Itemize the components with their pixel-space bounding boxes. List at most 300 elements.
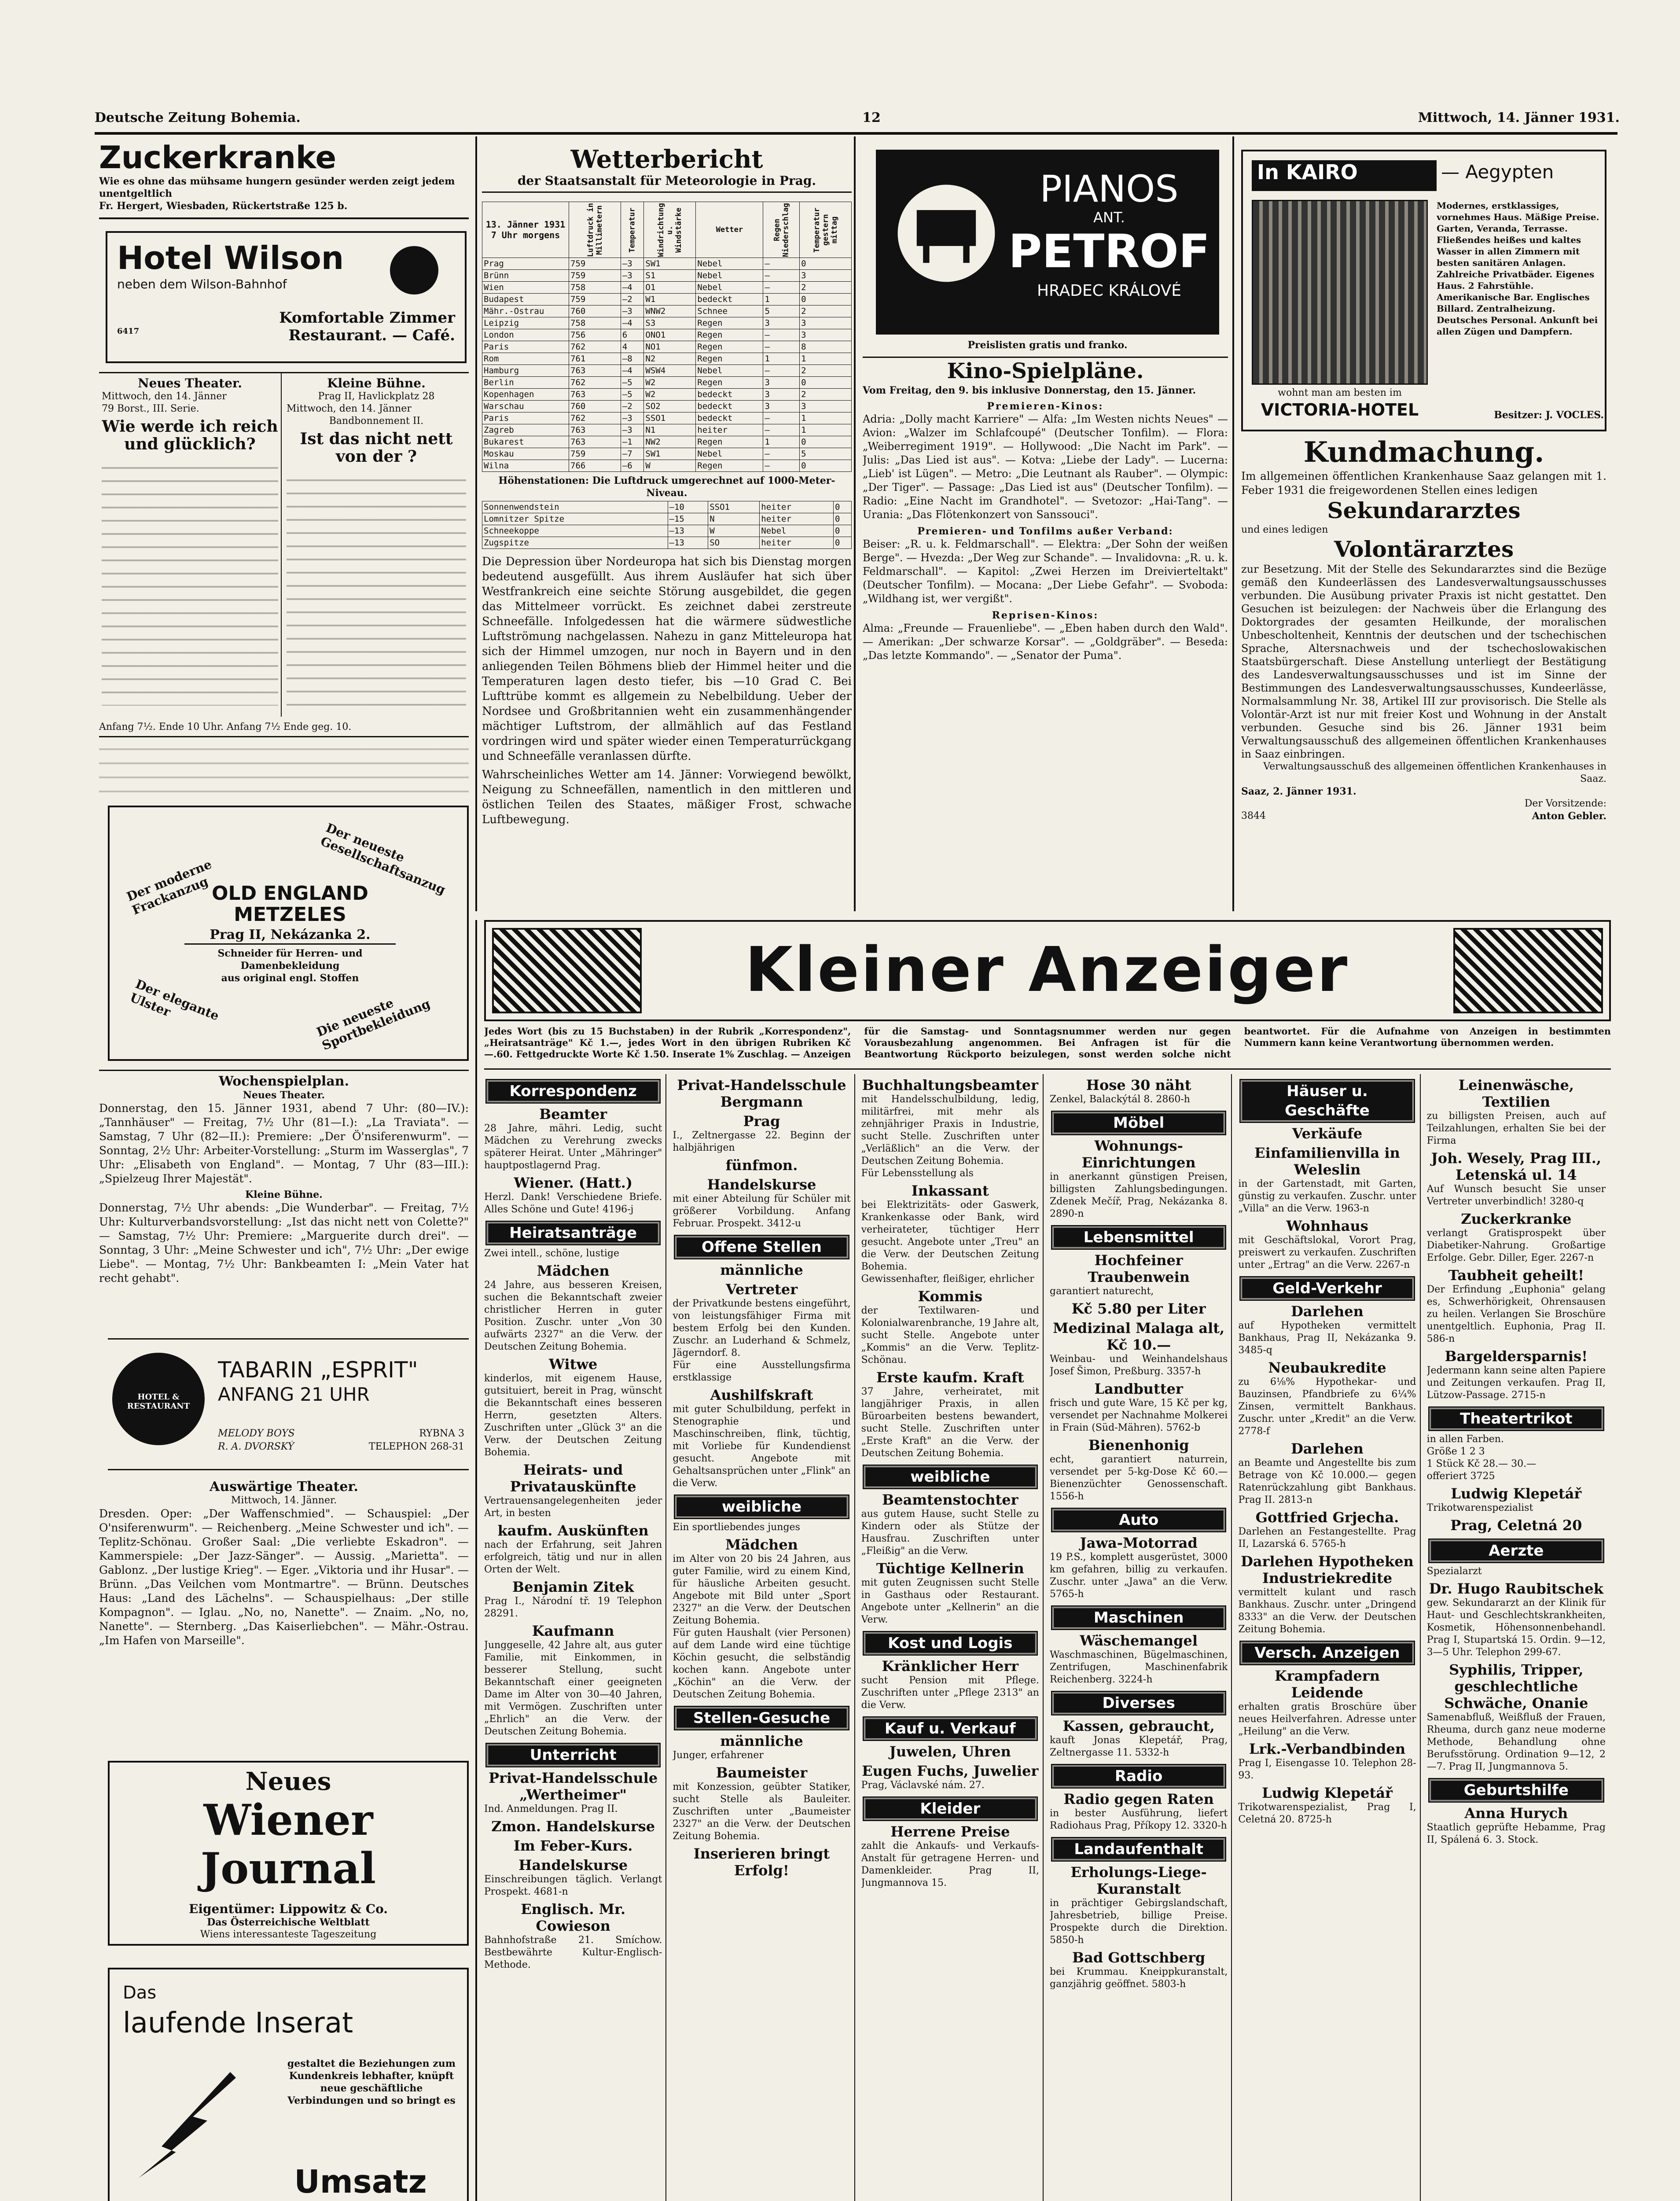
ad-text: mit Konzession, geübter Statiker, sucht Stelle als Bauleiter. Zuschriften unter „Baumeister 2327" an die Verw. der Deutschen Zeitung Bohemia. [673, 1781, 851, 1842]
weather-station: Brünn [482, 270, 569, 282]
weather-cell: ONO1 [644, 329, 696, 341]
ad-heading: Radio gegen Raten [1063, 1791, 1214, 1807]
ad-text: an Beamte und Angestellte bis zum Betrage von Kč 10.000.— gegen Ratenrückzahlung gibt Bankhaus. Prag II. 2813-n [1238, 1458, 1416, 1505]
ad-heading: Benjamin Zitek [512, 1579, 634, 1595]
ad-text: Darlehen an Festangestellte. Prag II, Lazarská 6. 5765-h [1238, 1526, 1416, 1550]
weather-row [482, 317, 852, 329]
ad-text: Für Lebensstellung als [861, 1168, 974, 1179]
kund-text2: zur Besetzung. Mit der Stelle des Sekundararztes sind die Bezüge gemäß den Kundeerlässen des Landesverwaltungsausschusses verbunden. Die Ausübung privater Praxis ist nicht gestattet. Den Gesuchen ist beizulegen: der Nachweis über die Erlangung des Doktorgrades der gesamten Heilkunde, der moralischen Unbescholtenheit, Kenntnis der deutschen und der tschechischen Sprache, Altersnachweis und der tschechoslowakischen Staatsbürgerschaft. Diese Anstellung unterliegt der Bestätigung des Landesverwaltungsausschusses und ist im Sinne der Bestimmungen des Landesverwaltungsausschusses, Kundeerlässe, Normalsammlung Nr. 38, Artikel III zur provisorisch. Die Stelle als Volontär-Arzt ist nur mit freier Kost und Wohnung in der Anstalt verbunden. Gesuche sind bis 26. Jänner 1931 beim Verwaltungsausschuß des allgemeinen öffentlichen Krankenhauses in Saaz einbringen. [1241, 563, 1606, 760]
ad-heading: Kränklicher Herr [882, 1658, 1019, 1675]
ad-heading: Syphilis, Tripper, geschlechtliche Schwäche, Onanie [1444, 1661, 1588, 1711]
ad-text: Prag I., Národní tř. 19 Telephon 28291. [484, 1596, 662, 1619]
kund-text: Im allgemeinen öffentlichen Krankenhause Saaz gelangen mit 1. Feber 1931 die freigewordenen Stellen eines ledigen [1241, 470, 1606, 497]
weather-cell: 0 [800, 258, 852, 270]
weather-cell: bedeckt [696, 389, 763, 401]
ad-text: Samenabfluß, Weißfluß der Frauen, Rheuma, durch ganz neue moderne Methode, Behandlung ohne Berufsstörung. Ordination 9—12, 2—7. Prag II, Jungmannova 5. [1426, 1712, 1606, 1772]
theater-klein-addr: Prag II, Havlickplatz 28 [318, 391, 435, 402]
kund-sign1: Verwaltungsausschuß des allgemeinen öffentlichen Krankenhauses in Saaz. [1263, 761, 1606, 784]
weather-cell: 763 [569, 436, 621, 448]
weather-cell: Regen [696, 353, 763, 365]
ad-heading: Wiener. (Hatt.) [514, 1174, 632, 1191]
anzeiger-column [1427, 1074, 1609, 2201]
wilson-title: Hotel Wilson [117, 239, 344, 276]
anzeiger-column [673, 1074, 855, 2201]
weather-cell: 762 [569, 377, 621, 389]
weather-row [482, 448, 852, 460]
weather-cell: WNW2 [644, 305, 696, 317]
weather-cell: 6 [621, 329, 644, 341]
old-england-arc2: Der neueste Gesellschaftsanzug [318, 820, 448, 898]
weather-cell: W [644, 460, 696, 472]
weather-hoehen-row [482, 537, 852, 549]
wilson-sub: neben dem Wilson-Bahnhof [117, 277, 287, 291]
old-england-sub2: Damenbekleidung [240, 960, 340, 972]
ad-heading: männliche [720, 1733, 803, 1749]
anzeiger-intro: Jedes Wort (bis zu 15 Buchstaben) in der Rubrik „Korrespondenz", „Heiratsanträge" Kč 1.—, jedes Wort in den übrigen Rubriken Kč —.60. Fettgedruckte Worte Kč 1.50. Inserate 1% Zuschlag. — Anzeigen für die Samstag- und Sonntagsnummer werden nur gegen Vorausbezahlung angenommen. Bei Anfragen ist für die Beantwortung Rückporto beizulegen, sonst werden solche nicht beantwortet. Für die Aufnahme von Anzeigen in bestimmten Nummern kann keine Verantwortung übernommen werden. [484, 1026, 1611, 1070]
theater-klein-play: Ist das nicht nett von der ? [300, 430, 453, 466]
kundmachung [1241, 436, 1606, 911]
ad-text: Der Erfindung „Euphonia" gelang es, Schwerhörigkeit, Ohrensausen zu heilen. Verlangen Sie Broschüre unentgeltlich. Euphonia, Prag II. 586-n [1426, 1284, 1606, 1344]
anzeiger-banner [484, 920, 1611, 1021]
section-label: Offene Stellen [675, 1236, 848, 1258]
ad-heading: Hose 30 näht [1086, 1077, 1191, 1093]
weather-cell: heiter [696, 424, 763, 436]
weather-cell: Regen [696, 436, 763, 448]
ad-heading: Inserieren bringt Erfolg! [693, 1845, 830, 1879]
kino-sub1: Premieren-Kinos: [987, 401, 1104, 412]
ad-heading: Medizinal Malaga alt, Kč 10.— [1053, 1320, 1225, 1353]
tabarin-sub: ANFANG 21 UHR [218, 1384, 370, 1405]
weather-cell: Nebel [696, 270, 763, 282]
weather-cell: 0 [800, 294, 852, 305]
ad-heading: Darlehen [1291, 1440, 1364, 1457]
weather-cell: —7 [621, 448, 644, 460]
ad-text: mit Handelsschulbildung, ledig, militärfrei, mit mehr als zehnjähriger Praxis in Industrie, sucht Stelle. Zuschriften unter „Verläßlich" an die Verw. der Deutschen Zeitung Bohemia. [861, 1094, 1039, 1167]
kund-h2: Volontärarztes [1334, 536, 1514, 562]
weather-cell: SSO1 [708, 501, 760, 513]
weather-station: Zugspitze [482, 537, 668, 549]
wetter-text: Die Depression über Nordeuropa hat sich bis Dienstag morgen bedeutend ausgefüllt. Aus ihrem Ausläufer hat sich über Westfrankreich eine seichte Störung ausgebildet, die gegen das Mittelmeer vorrückt. Es zeichnet dabei zerstreute Schneefälle. Infolgedessen hat die wärmere südwestliche Luftströmung nachgelassen. Nahezu in ganz Mitteleuropa hat sich der Himmel umzogen, nur noch in Bayern und in den anliegenden Teilen Böhmens blieb der Himmel heiter und die Temperaturen lagen desto tiefer, bis —10 Grad C. Bei Lufttrübe kommt es allgemein zu Nebelbildung. Ueber der Nordsee und Großbritannien weht ein zusammenhängender mächtiger Luftstrom, der allmählich auf das Festland vordringen wird und später wieder einen Temperaturrückgang und Schneefälle veranlassen dürfte. [482, 555, 852, 763]
weather-cell: W [708, 525, 760, 537]
ad-text: gew. Sekundararzt an der Klinik für Haut- und Geschlechtskrankheiten, Kosmetik, Höhensonnenbehandl. Prag I, Stupartská 15. Ordin. 9—12, 3—5 Uhr. Telephon 299-67. [1426, 1597, 1606, 1658]
tabarin-seal-text: HOTEL & RESTAURANT [127, 1392, 190, 1411]
ad-heading: Vertreter [725, 1281, 798, 1298]
ad-heading: Beamter [539, 1106, 607, 1123]
ad-heading: Juwelen, Uhren [889, 1743, 1011, 1760]
weather-cell: —3 [621, 258, 644, 270]
tabarin-right: RYBNA 3 [419, 1428, 464, 1439]
ad-text: Junger, erfahrener [673, 1750, 764, 1761]
weather-cell: 762 [569, 341, 621, 353]
ad-text: der Textilwaren- und Kolonialwarenbranche, 19 Jahre alt, sucht Stelle. Angebote unter „Kommis" an die Verw. Teplitz-Schönau. [861, 1305, 1039, 1366]
section-label: weibliche [675, 1496, 848, 1518]
ad-text: Trikotwarenspezialist, Prag I, Celetná 20. 8725-h [1238, 1802, 1416, 1825]
ad-text: 1 Stück Kč 28.— 30.— [1426, 1458, 1537, 1469]
weather-cell: —15 [668, 513, 708, 525]
ad-text: im Alter von 20 bis 24 Jahren, aus guter Familie, wird zu einem Kind, für häusliche Arbeiten gesucht. Angebote mit Bild unter „Sport 2327" an die Verw. der Deutschen Zeitung Bohemia. [673, 1553, 851, 1626]
header-right: Mittwoch, 14. Jänner 1931. [1418, 110, 1620, 125]
wiener-sub: Eigentümer: Lippowitz & Co. [188, 1902, 388, 1916]
kino-sub2: Premieren- und Tonfilms außer Verband: [917, 526, 1173, 537]
section-label: Kost und Logis [864, 1632, 1037, 1654]
ad-heading: Kommis [918, 1288, 982, 1305]
weather-cell: —3 [621, 412, 644, 424]
weather-cell: W1 [644, 294, 696, 305]
weather-cell: —13 [668, 525, 708, 537]
hotel-building-image [1252, 200, 1428, 385]
weather-cell: O1 [644, 282, 696, 294]
wetter-forecast: Wahrscheinliches Wetter am 14. Jänner: Vorwiegend bewölkt, Neigung zu Schneefällen, namentlich in den mittleren und östlichen Teilen des Staates, mäßiger Frost, schwache Luftbewegung. [482, 768, 852, 826]
weather-cell: heiter [760, 537, 834, 549]
petrof-ad [876, 150, 1219, 335]
section-label: Heiratsanträge [487, 1222, 659, 1244]
ad-text: auf Hypotheken vermittelt Bankhaus, Prag II, Nekázanka 9. 3485-q [1238, 1320, 1416, 1356]
weather-cell: 2 [800, 365, 852, 377]
kund-mid: und eines ledigen [1241, 524, 1328, 535]
ad-text: Waschmaschinen, Bügelmaschinen, Zentrifugen, Maschinenfabrik Reichenberg. 3224-h [1050, 1649, 1228, 1685]
kino-text2: Beiser: „R. u. k. Feldmarschall". — Elektra: „Der Sohn der weißen Berge". — Hvezda: „Der Weg zur Schande". — Invalidovna: „R. u. k. Feldmarschall". — Kapitol: „Zwei Herzen im Dreivierteltakt" (Deutscher Tonfilm). — Mocana: „Der Liebe Gefahr". — Svoboda: „Wildhang ist, wer vergißt". [863, 538, 1228, 605]
section-label: Kauf u. Verkauf [864, 1718, 1037, 1740]
kino-text1: Adria: „Dolly macht Karriere" — Alfa: „Im Westen nichts Neues" — Avion: „Walzer im Schlafcoupé" (Deutscher Tonfilm). — Flora: „Weiberregiment 1919". — Hollywood: „Die Nacht im Park". — Julis: „Das Lied ist aus". — Kotva: „Liebe der Lady". — Lucerna: „Lieb' ist Lügen". — Metro: „Die Leutnant als Rauber". — Olympic: „Der Tiger". — Passage: „Das Lied ist aus" (Deutscher Tonfilm). — Radio: „Eine Nacht im Grandhotel". — Svetozor: „Hai-Tang". — Urania: „Das Flötenkonzert von Sanssouci". [863, 413, 1228, 521]
weather-cell: bedeckt [696, 412, 763, 424]
weather-cell: — [763, 258, 800, 270]
kino-text3: Alma: „Freunde — Frauenliebe". — „Eben haben durch den Wald". — Amerikan: „Der schwarze Korsar". — „Goldgräber". — Beseda: „Das letzte Kommando". — „Senator der Puma". [863, 622, 1228, 662]
ad-heading: Jawa-Motorrad [1080, 1535, 1198, 1551]
weather-row [482, 305, 852, 317]
ad-heading: Bienenhonig [1088, 1437, 1189, 1454]
petrof-l2: ANT. [1093, 209, 1125, 226]
section-label: Geld-Verkehr [1241, 1277, 1413, 1299]
kairo-sub: — Aegypten [1441, 161, 1554, 183]
petrof-foot: Preislisten gratis und franko. [967, 339, 1128, 351]
weather-row [482, 341, 852, 353]
ad-heading: Kaufmann [532, 1623, 614, 1639]
weather-cell: —13 [668, 537, 708, 549]
weather-hoehen-table [482, 501, 852, 549]
section-label: Lebensmittel [1052, 1226, 1225, 1248]
ad-heading: Witwe [549, 1356, 598, 1373]
ad-heading: Bad Gottschberg [1072, 1949, 1206, 1966]
ad-text: I., Zeltnergasse 22. Beginn der halbjährigen [673, 1130, 851, 1153]
ad-text: Bahnhofstraße 21. Smíchow. Bestbewährte Kultur-Englisch-Methode. [484, 1935, 662, 1970]
petrof-l3: PETROF [1008, 225, 1210, 277]
weather-cell: Nebel [696, 258, 763, 270]
wilson-logo-icon [390, 246, 438, 294]
ad-text: zu 6⅛% Hypothekar- und Bauzinsen, Pfandbriefe zu 6¼% Zinsen, vermittelt Bankhaus. Zuschr. unter „Kredit" an die Verw. 2778-f [1238, 1377, 1416, 1437]
section-label: Versch. Anzeigen [1241, 1642, 1413, 1664]
ad-heading: Ludwig Klepetář [1262, 1785, 1393, 1801]
weather-cell: SO2 [644, 401, 696, 412]
ad-heading: Darlehen Hypotheken Industriekredite [1241, 1553, 1414, 1586]
weather-row [482, 389, 852, 401]
weather-cell: 761 [569, 353, 621, 365]
column-rule [475, 920, 477, 2201]
weather-cell: 5 [763, 305, 800, 317]
ad-heading: Englisch. Mr. Cowieson [521, 1901, 626, 1934]
ad-heading: Beamtenstochter [882, 1491, 1018, 1508]
ad-heading: Zmon. Handelskurse [491, 1818, 655, 1835]
wiener-sub3: Wiens interessanteste Tageszeitung [200, 1929, 377, 1940]
weather-table [482, 202, 852, 472]
theater-cast-block [287, 471, 466, 717]
kino-title: Kino-Spielpläne. [947, 359, 1144, 383]
weather-cell: Regen [696, 460, 763, 472]
ad-heading: Privat-Handelsschule Bergmann [677, 1077, 846, 1110]
weather-cell: —2 [621, 401, 644, 412]
column-rule [475, 136, 477, 911]
weather-cell: Schnee [696, 305, 763, 317]
ad-heading: Taubheit geheilt! [1448, 1267, 1584, 1284]
weather-cell: 1 [763, 436, 800, 448]
weather-station: Paris [482, 341, 569, 353]
ad-text: nach der Erfahrung, seit Jahren erfolgreich, tätig und nur in allen Orten der Welt. [484, 1539, 662, 1575]
ad-text: Für guten Haushalt (vier Personen) auf dem Lande wird eine tüchtige Köchin gesucht, die selbständig kochen kann. Angebote unter „Köchin" an die Verw. der Deutschen Zeitung Bohemia. [673, 1627, 851, 1700]
weather-hoehen-row [482, 525, 852, 537]
old-england-arc4: Die neueste Sportbekleidung [314, 995, 433, 1053]
weather-cell: S3 [644, 317, 696, 329]
weather-row [482, 353, 852, 365]
weather-cell: S1 [644, 270, 696, 282]
weather-cell: Regen [696, 377, 763, 389]
anzeiger-column [861, 1074, 1044, 2201]
weather-col-header: Temperatur gestern mittag [800, 202, 852, 258]
ad-heading: Leinenwäsche, Textilien [1458, 1077, 1574, 1110]
theater-klein [284, 373, 469, 717]
ad-heading: Aushilfskraft [710, 1387, 813, 1403]
weather-cell: 3 [800, 317, 852, 329]
weather-cell: 8 [800, 341, 852, 353]
ad-text: zahlt die Ankaufs- und Verkaufs-Anstalt für getragene Herren- und Damenkleider. Prag II, Jungmannova 15. [861, 1840, 1039, 1888]
ad-heading: Inkassant [911, 1182, 989, 1199]
weather-cell: —8 [621, 353, 644, 365]
weather-cell: Regen [696, 317, 763, 329]
weather-cell: — [763, 412, 800, 424]
ad-text: vermittelt kulant und rasch Bankhaus. Zuschr. unter „Dringend 8333" an die Verw. der Deutschen Zeitung Bohemia. [1238, 1587, 1416, 1635]
weather-cell: 3 [800, 329, 852, 341]
theater-footer: Anfang 7½. Ende 10 Uhr. Anfang 7½ Ende geg. 10. [99, 721, 352, 732]
tabarin-right2: TELEPHON 268-31 [368, 1441, 464, 1452]
wetter-title: Wetterbericht [570, 145, 763, 174]
header-rule [95, 132, 1618, 135]
weather-cell: 760 [569, 401, 621, 412]
weather-cell: 759 [569, 448, 621, 460]
ad-text: in bester Ausführung, liefert Radiohaus Prag, Příkopy 12. 3320-h [1050, 1808, 1228, 1831]
ad-heading: Wohnhaus [1286, 1218, 1368, 1234]
wetter-hoehen: Höhenstationen: Die Luftdruck umgerechnet auf 1000-Meter-Niveau. [498, 475, 835, 499]
wochen-text: Donnerstag, den 15. Jänner 1931, abend 7 Uhr: (80—IV.): „Tannhäuser" — Freitag, 7½ Uhr (81—I.): „La Traviata". — Samstag, 7 Uhr (82—II.): Premiere: „Der Ö'nsiferenwurm". — Sonntag, 2½ Uhr: Arbeiter-Vorstellung: „Sturm im Wasserglas", 7 Uhr: „Elisabeth von England". — Montag, 7 Uhr (83—III.): „Spielzeug Ihrer Majestät". [99, 1102, 469, 1185]
ad-heading: Erholungs-Liege-Kuranstalt [1070, 1864, 1207, 1897]
kairo-cap2: VICTORIA-HOTEL [1261, 400, 1419, 420]
ad-heading: Tüchtige Kellnerin [876, 1560, 1024, 1577]
old-england-title1: OLD ENGLAND [212, 882, 368, 904]
wetter-sub: der Staatsanstalt für Meteorologie in Prag. [482, 173, 852, 193]
weather-cell: — [763, 460, 800, 472]
piano-icon [893, 180, 999, 286]
inserat-l2: laufende Inserat [123, 2007, 353, 2039]
tabarin-left2: R. A. DVORSKÝ [218, 1441, 294, 1452]
weather-cell: Nebel [696, 365, 763, 377]
inserat-text: gestaltet die Beziehungen zum Kundenkreis lebhafter, knüpft neue geschäftliche Verbindungen und so bringt es [287, 2058, 456, 2106]
ad-heading: Baumeister [716, 1764, 808, 1781]
ad-heading: Landbutter [1094, 1380, 1183, 1397]
weather-row [482, 424, 852, 436]
wiener-top: Neues [245, 1767, 331, 1796]
kassen-note [99, 740, 469, 792]
column-rule [1232, 136, 1234, 911]
wilson-line2: Restaurant. — Café. [288, 327, 455, 344]
weather-station: Kopenhagen [482, 389, 569, 401]
kund-date: Saaz, 2. Jänner 1931. [1241, 786, 1356, 797]
section-label: Kleider [864, 1798, 1037, 1820]
kino-section [863, 357, 1228, 907]
weather-cell: — [763, 329, 800, 341]
inserat-l3: Umsatz [294, 2163, 427, 2200]
wilson-code: 6417 [117, 327, 140, 336]
weather-cell: Nebel [696, 448, 763, 460]
ad-text: Ein sportliebendes junges [673, 1522, 800, 1533]
weather-row [482, 282, 852, 294]
ad-text: 19 P.S., komplett ausgerüstet, 3000 km gefahren, billig zu verkaufen. Zuschr. unter „Jawa" an die Verw. 5765-h [1050, 1552, 1228, 1600]
kairo-text: Modernes, erstklassiges, vornehmes Haus. Mäßige Preise. Garten, Veranda, Terrasse. Fließendes heißes und kaltes Wasser in allen Zimmern mit besten sanitären Anlagen. Zahlreiche Privatbäder. Eigenes Haus. 2 Fahrstühle. Amerikanische Bar. Englisches Billard. Zentralheizung. Deutsches Personal. Ankunft bei allen Zügen und Dampfern. [1437, 200, 1599, 337]
page-number: 12 [862, 110, 881, 125]
weather-cell: 3 [763, 377, 800, 389]
ad-heading: Krampfadern Leidende [1274, 1667, 1380, 1701]
weather-date-header: 13. Jänner 1931 7 Uhr morgens [482, 202, 569, 258]
weather-cell: — [763, 365, 800, 377]
weather-row [482, 329, 852, 341]
section-label: Geburtshilfe [1430, 1779, 1603, 1801]
anzeiger-column [484, 1074, 666, 2201]
weather-cell: bedeckt [696, 294, 763, 305]
ad-text: Für eine Ausstellungsfirma erstklassige [673, 1360, 851, 1383]
weather-cell: W2 [644, 377, 696, 389]
wiener-title: Wiener Journal [200, 1795, 376, 1893]
ad-text: Auf Wunsch besucht Sie unser Vertreter unverbindlich! 3280-q [1426, 1184, 1606, 1207]
ad-heading: Privat-Handelsschule „Wertheimer" [489, 1770, 658, 1803]
wochen-text2: Donnerstag, 7½ Uhr abends: „Die Wunderbar". — Freitag, 7½ Uhr: Kulturverbandsvorstellung: „Ist das nicht nett von Colette?" — Samstag, 7½ Uhr: Premiere: „Marguerite durch drei". — Sonntag, 3 Uhr: „Meine Schwester und ich", 7½ Uhr: „Der ewige Liebe". — Montag, 7½ Uhr: Bankbeamten I: „Mein Vater hat recht gehabt". [99, 1201, 469, 1285]
ad-heading: Neubaukredite [1268, 1359, 1386, 1376]
weather-col-header: Wetter [696, 202, 763, 258]
anzeiger-column [1050, 1074, 1232, 2201]
weather-cell: —5 [621, 389, 644, 401]
weather-cell: 763 [569, 365, 621, 377]
weather-cell: SO [708, 537, 760, 549]
wochen-title: Wochenspielplan. [218, 1074, 349, 1089]
weather-cell: SW1 [644, 448, 696, 460]
weather-cell: — [763, 341, 800, 353]
weather-row [482, 412, 852, 424]
ad-text: verlangt Gratisprospekt über Diabetiker-Nahrung. Großartige Erfolge. Gebr. Diller, Eger. 2267-n [1426, 1228, 1606, 1263]
ad-text: Jedermann kann seine alten Papiere und Zeitungen verkaufen. Prag II, Lützow-Passage. 2715-n [1426, 1365, 1606, 1401]
petrof-l4: HRADEC KRÁLOVÉ [1037, 282, 1181, 300]
weather-cell: —5 [621, 377, 644, 389]
section-label: Maschinen [1052, 1607, 1225, 1629]
weather-cell: 0 [834, 525, 852, 537]
weather-cell: 763 [569, 424, 621, 436]
section-label: Radio [1052, 1765, 1225, 1787]
anzeiger-columns [484, 1074, 1615, 2201]
weather-station: Budapest [482, 294, 569, 305]
weather-cell: NW2 [644, 436, 696, 448]
weather-cell: 762 [569, 412, 621, 424]
weather-row [482, 270, 852, 282]
ad-heading: Darlehen [1291, 1303, 1364, 1320]
anzeiger-column [1238, 1074, 1420, 2201]
weather-cell: Nebel [696, 282, 763, 294]
weather-cell: 0 [800, 377, 852, 389]
weather-cell: 0 [834, 537, 852, 549]
ad-text: Prag, Václavské nám. 27. [861, 1780, 985, 1791]
weather-station: Wilna [482, 460, 569, 472]
weather-hoehen-row [482, 501, 852, 513]
kund-title: Kundmachung. [1303, 436, 1544, 469]
old-england-arc1: Der moderne Frackanzug [125, 857, 214, 918]
anzeiger-title: Kleiner Anzeiger [745, 935, 1349, 1005]
kund-sign2: Der Vorsitzende: [1524, 798, 1606, 809]
ad-text: mit Geschäftslokal, Vorort Prag, preiswert zu verkaufen. Zuschriften unter „Ertrag" an die Verw. 2267-n [1238, 1235, 1416, 1270]
old-england-ad [108, 806, 469, 1061]
weather-cell: 2 [800, 305, 852, 317]
weather-station: Zagreb [482, 424, 569, 436]
ad-heading: Lrk.-Verbandbinden [1249, 1741, 1406, 1757]
weather-cell: 4 [621, 341, 644, 353]
ad-text: erhalten gratis Broschüre über neues Heilverfahren. Adresse unter „Heilung" an die Verw. [1238, 1701, 1416, 1737]
section-label: Möbel [1052, 1112, 1225, 1134]
inserat-l1: Das [123, 1983, 157, 2003]
ad-text: in allen Farben. [1426, 1434, 1504, 1445]
ad-text: mit guter Schulbildung, perfekt in Stenographie und Maschinschreiben, flink, tüchtig, mit Vorliebe für Kundendienst gesucht. Angebote mit Gehaltsansprüchen unter „Flink" an die Verw. [673, 1404, 851, 1489]
ad-text: kauft Jonas Klepetář, Prag, Zeltnergasse 11. 5332-h [1050, 1735, 1228, 1758]
ad-heading: Erste kaufm. Kraft [876, 1369, 1024, 1386]
ornament-left [492, 928, 642, 1013]
ornament-right [1453, 928, 1603, 1013]
ad-heading: Herrene Preise [890, 1823, 1010, 1840]
auswaertige-text: Dresden. Oper: „Der Waffenschmied". — Schauspiel: „Der O'nsiferenwurm". — Reichenberg. „Meine Schwester und ich". — Teplitz-Schönau. Großer Saal: „Die verliebte Eskadron". — Kammerspiele: „Der Jazz-Sänger". — Aussig. „Marietta". — Gablonz. „Der lustige Krieg". — Eger. „Viktoria und ihr Husar". — Brünn. „Das Veilchen vom Montmartre". — Brünn. Deutsches Haus: „Land des Lächelns". — Schauspielhaus: „Der stille Kompagnon". — Iglau. „No, no, Nanette". — Znaim. „No, no, Nanette". — Sternberg. „Das Kaiserliebchen". — Mähr.-Ostrau. „Im Hafen von Marseille". [99, 1507, 469, 1647]
weather-cell: 1 [800, 424, 852, 436]
ad-text: Gewissenhafter, fleißiger, ehrlicher [861, 1273, 1034, 1285]
ad-text: 24 Jahre, aus besseren Kreisen, suchen die Bekanntschaft zweier christlicher Herren in guter Position. Zuschr. unter „Von 30 aufwärts 2327" an die Verw. der Deutschen Zeitung Bohemia. [484, 1280, 662, 1352]
weather-cell: —4 [621, 282, 644, 294]
wochen-sub2: Kleine Bühne. [245, 1189, 323, 1200]
weather-cell: —4 [621, 317, 644, 329]
weather-cell: 758 [569, 317, 621, 329]
weather-row [482, 258, 852, 270]
weather-cell: — [763, 270, 800, 282]
ad-heading: Kassen, gebraucht, [1062, 1718, 1215, 1734]
ad-heading: Eugen Fuchs, Juwelier [862, 1763, 1039, 1779]
ad-text: Ind. Anmeldungen. Prag II. [484, 1803, 618, 1815]
tabarin-seal-icon [112, 1353, 205, 1445]
weather-cell: 759 [569, 294, 621, 305]
weather-station: Lomnitzer Spitze [482, 513, 668, 525]
weather-cell: 759 [569, 258, 621, 270]
weather-cell: —1 [621, 436, 644, 448]
section-label: Korrespondenz [487, 1080, 659, 1102]
kairo-title: In KAIRO [1252, 160, 1437, 191]
petrof-l1: PIANOS [1040, 167, 1179, 207]
weather-cell: 763 [569, 389, 621, 401]
weather-row [482, 436, 852, 448]
weather-cell: Nebel [760, 525, 834, 537]
weather-station: Sonnenwendstein [482, 501, 668, 513]
ad-heading: Dr. Hugo Raubitschek [1429, 1580, 1603, 1597]
weather-station: Warschau [482, 401, 569, 412]
weather-cell: 0 [834, 501, 852, 513]
weather-row [482, 401, 852, 412]
ad-heading: Gottfried Grjecha. [1255, 1509, 1399, 1526]
weather-cell: bedeckt [696, 401, 763, 412]
kino-sub3: Reprisen-Kinos: [992, 610, 1099, 621]
